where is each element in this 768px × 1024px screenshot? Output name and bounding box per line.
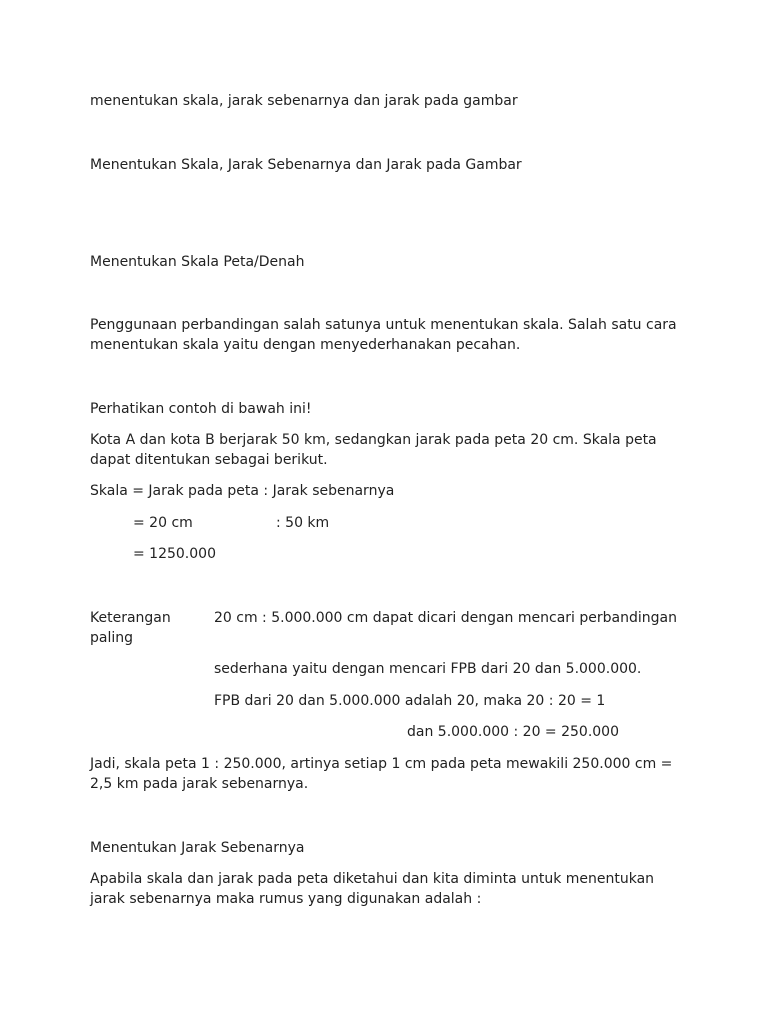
keterangan-text-2: sederhana yaitu dengan mencari FPB dari 20 dan 5.000.000. bbox=[214, 661, 642, 677]
section-heading-skala: Menentukan Skala Peta/Denah bbox=[90, 254, 305, 270]
formula-line-3: = 1250.000 bbox=[133, 546, 216, 562]
formula-line-1: Skala = Jarak pada peta : Jarak sebenarnya bbox=[90, 483, 395, 499]
formula-line-2-right: : 50 km bbox=[276, 515, 330, 531]
document-title: Menentukan Skala, Jarak Sebenarnya dan Jarak pada Gambar bbox=[90, 157, 522, 173]
keterangan-label-cont: paling bbox=[90, 630, 134, 646]
section2-paragraph: Apabila skala dan jarak pada peta diketahui dan kita diminta untuk menentukan jarak sebenarnya maka rumus yang digunakan adalah : bbox=[90, 871, 655, 907]
example-text: Kota A dan kota B berjarak 50 km, sedangkan jarak pada peta 20 cm. Skala peta dapat ditentukan sebagai berikut. bbox=[90, 432, 657, 468]
header-line: menentukan skala, jarak sebenarnya dan jarak pada gambar bbox=[90, 93, 518, 109]
keterangan-text-1: 20 cm : 5.000.000 cm dapat dicari dengan mencari perbandingan bbox=[214, 610, 677, 626]
keterangan-label: Keterangan bbox=[90, 610, 171, 626]
example-prompt: Perhatikan contoh di bawah ini! bbox=[90, 401, 312, 417]
conclusion-paragraph: Jadi, skala peta 1 : 250.000, artinya setiap 1 cm pada peta mewakili 250.000 cm = 2,5 km pada jarak sebenarnya. bbox=[90, 756, 673, 792]
keterangan-text-3: FPB dari 20 dan 5.000.000 adalah 20, maka 20 : 20 = 1 bbox=[214, 693, 606, 709]
section-heading-jarak: Menentukan Jarak Sebenarnya bbox=[90, 840, 305, 856]
intro-paragraph: Penggunaan perbandingan salah satunya untuk menentukan skala. Salah satu cara menentukan skala yaitu dengan menyederhanakan pecahan. bbox=[90, 317, 677, 353]
formula-line-2-left: = 20 cm bbox=[133, 515, 193, 531]
keterangan-text-4: dan 5.000.000 : 20 = 250.000 bbox=[407, 724, 619, 740]
